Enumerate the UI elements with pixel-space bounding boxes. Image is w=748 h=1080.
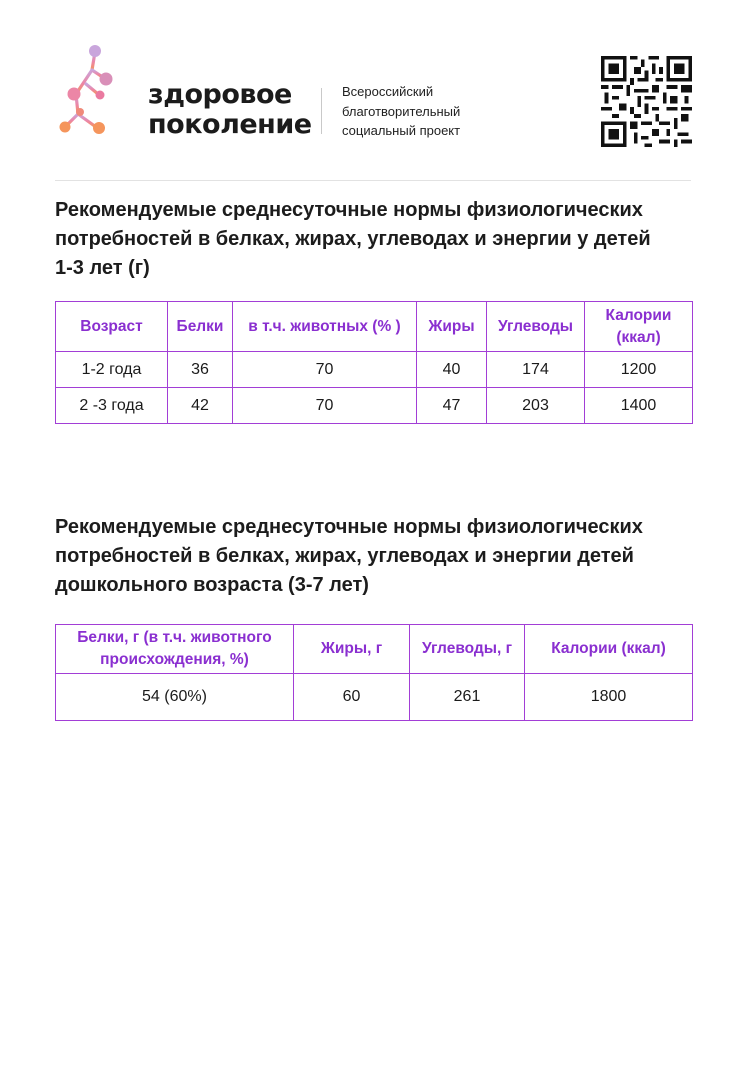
brand-line-2: поколение bbox=[148, 109, 312, 140]
column-header-protein: Белки bbox=[168, 302, 233, 352]
column-header-animal-protein: в т.ч. животных (% ) bbox=[233, 302, 417, 352]
table-cell: 42 bbox=[168, 388, 233, 424]
section1-title-line: потребностей в белках, жирах, углеводах и энергии у детей bbox=[55, 228, 651, 250]
brand-name bbox=[148, 80, 312, 140]
brand-line-1: здоровое bbox=[148, 79, 292, 110]
table-header-row bbox=[56, 302, 693, 352]
tagline-line-3: социальный проект bbox=[342, 123, 461, 138]
column-header-calories: Калории (ккал) bbox=[525, 625, 693, 674]
table-cell: 261 bbox=[410, 674, 525, 721]
table-cell: 1-2 года bbox=[56, 352, 168, 388]
table-header-row bbox=[56, 625, 693, 674]
table-cell: 54 (60%) bbox=[56, 674, 294, 721]
column-header-carbs: Углеводы bbox=[487, 302, 585, 352]
table-cell: 47 bbox=[417, 388, 487, 424]
table-row bbox=[56, 674, 693, 721]
logo-mark-icon bbox=[54, 44, 120, 136]
tagline-line-2: благотворительный bbox=[342, 103, 461, 119]
header-divider bbox=[321, 88, 322, 134]
column-header-fat: Жиры bbox=[417, 302, 487, 352]
table-cell: 70 bbox=[233, 352, 417, 388]
section1-title bbox=[55, 196, 715, 283]
project-tagline bbox=[342, 82, 460, 141]
table-row bbox=[56, 352, 693, 388]
table-cell: 70 bbox=[233, 388, 417, 424]
column-header-carbs: Углеводы, г bbox=[410, 625, 525, 674]
section1-title-line: 1-3 лет (г) bbox=[55, 257, 150, 279]
table-cell: 174 bbox=[487, 352, 585, 388]
table-cell: 203 bbox=[487, 388, 585, 424]
table-cell: 2 -3 года bbox=[56, 388, 168, 424]
column-header-protein: Белки, г (в т.ч. животного происхождения, %) bbox=[56, 625, 294, 674]
table-cell: 1400 bbox=[585, 388, 693, 424]
column-header-age: Возраст bbox=[56, 302, 168, 352]
section2-title bbox=[55, 513, 715, 600]
qr-code-icon bbox=[601, 56, 692, 147]
section2-title-line: Рекомендуемые среднесуточные нормы физиологических bbox=[55, 516, 643, 538]
table-cell: 60 bbox=[294, 674, 410, 721]
section2-title-line: потребностей в белках, жирах, углеводах и энергии детей bbox=[55, 545, 634, 567]
column-header-calories: Калории (ккал) bbox=[585, 302, 693, 352]
table-cell: 40 bbox=[417, 352, 487, 388]
table-row bbox=[56, 388, 693, 424]
section2-title-line: дошкольного возраста (3-7 лет) bbox=[55, 574, 369, 596]
section1-title-line: Рекомендуемые среднесуточные нормы физиологических bbox=[55, 199, 643, 221]
table-cell: 36 bbox=[168, 352, 233, 388]
column-header-fat: Жиры, г bbox=[294, 625, 410, 674]
nutrition-table-1-3-years bbox=[55, 301, 693, 424]
nutrition-table-3-7-years bbox=[55, 624, 693, 721]
tagline-line-1: Всероссийский bbox=[342, 84, 434, 99]
table-cell: 1200 bbox=[585, 352, 693, 388]
header-divider-line bbox=[55, 180, 691, 181]
table-cell: 1800 bbox=[525, 674, 693, 721]
